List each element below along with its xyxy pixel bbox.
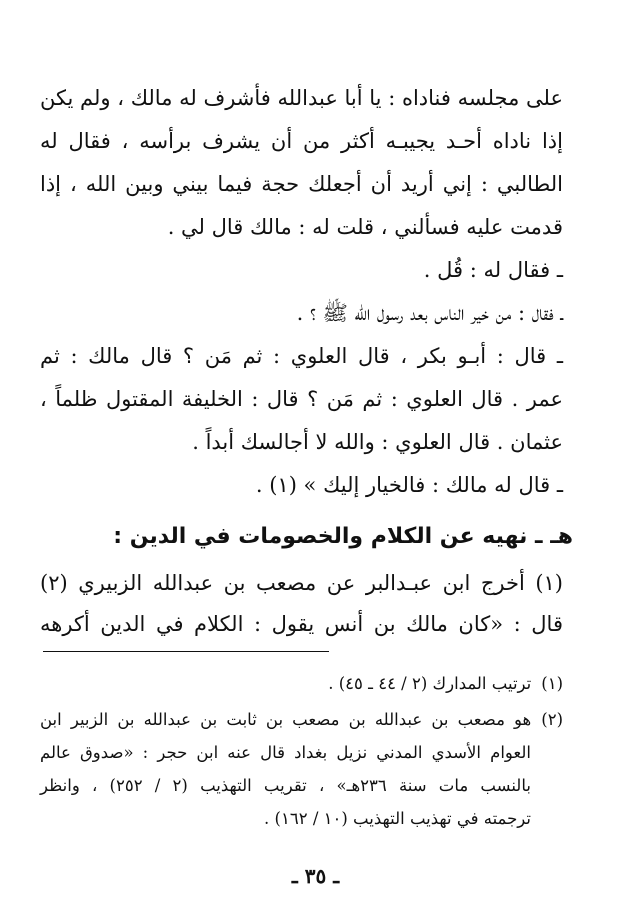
footnote-line: العوام الأسدي المدني نزيل بغداد قال عنه ابن حجر : «صدوق عالم <box>40 743 531 762</box>
body-line: الطالبي : إني أريد أن أجعلك حجة فيما بيني وبين الله ، إذا <box>40 172 563 196</box>
footnote-text: هو مصعب بن عبدالله بن مصعب بن ثابت بن عبدالله بن الزبير ابن <box>40 710 532 729</box>
body-line: ـ فقال : من خير الناس بعد رسول الله ﷺ ؟ . <box>296 301 563 325</box>
section-heading: هـ ـ نهيه عن الكلام والخصومات في الدين : <box>113 524 573 549</box>
body-line: ـ فقال له : قُل . <box>423 258 563 282</box>
page-number: ـ ٣٥ ـ <box>291 864 340 888</box>
section-line: (١) أخرج ابن عبـدالبر عن مصعب بن عبدالله الزبيري (٢) <box>40 571 563 595</box>
footnote-text: ترتيب المدارك (٢ / ٤٤ ـ ٤٥) . <box>328 674 532 693</box>
body-line: إذا ناداه أحـد يجيبـه أكثر من أن يشرف برأسه ، فقال له <box>40 129 563 153</box>
footnote-number: (١) <box>541 674 563 693</box>
footnote-separator <box>43 651 329 652</box>
section-line: قال : «كان مالك بن أنس يقول : الكلام في الدين أكرهه <box>40 612 563 636</box>
footnote-line: بالنسب مات سنة ٢٣٦هـ» ، تقريب التهذيب (٢ / ٢٥٢) ، وانظر <box>40 776 531 795</box>
footnote-1 <box>40 667 563 700</box>
body-line: عثمان . قال العلوي : والله لا أجالسك أبداً . <box>192 430 563 454</box>
body-line: قدمت عليه فسألني ، قلت له : مالك قال لي . <box>167 215 563 239</box>
footnote-2 <box>40 703 563 736</box>
footnote-line: ترجمته في تهذيب التهذيب (١٠ / ١٦٢) . <box>264 809 531 828</box>
body-line: على مجلسه فناداه : يا أبا عبدالله فأشرف له مالك ، ولم يكن <box>39 86 563 110</box>
body-line: ـ قال له مالك : فالخيار إليك » (١) . <box>255 473 563 497</box>
body-line: عمر . قال العلوي : ثم مَن ؟ قال : الخليفة المقتول ظلماً ، <box>40 387 563 411</box>
body-line: ـ قال : أبـو بكر ، قال العلوي : ثم مَن ؟ قال مالك : ثم <box>40 344 563 368</box>
footnote-number: (٢) <box>541 710 563 729</box>
